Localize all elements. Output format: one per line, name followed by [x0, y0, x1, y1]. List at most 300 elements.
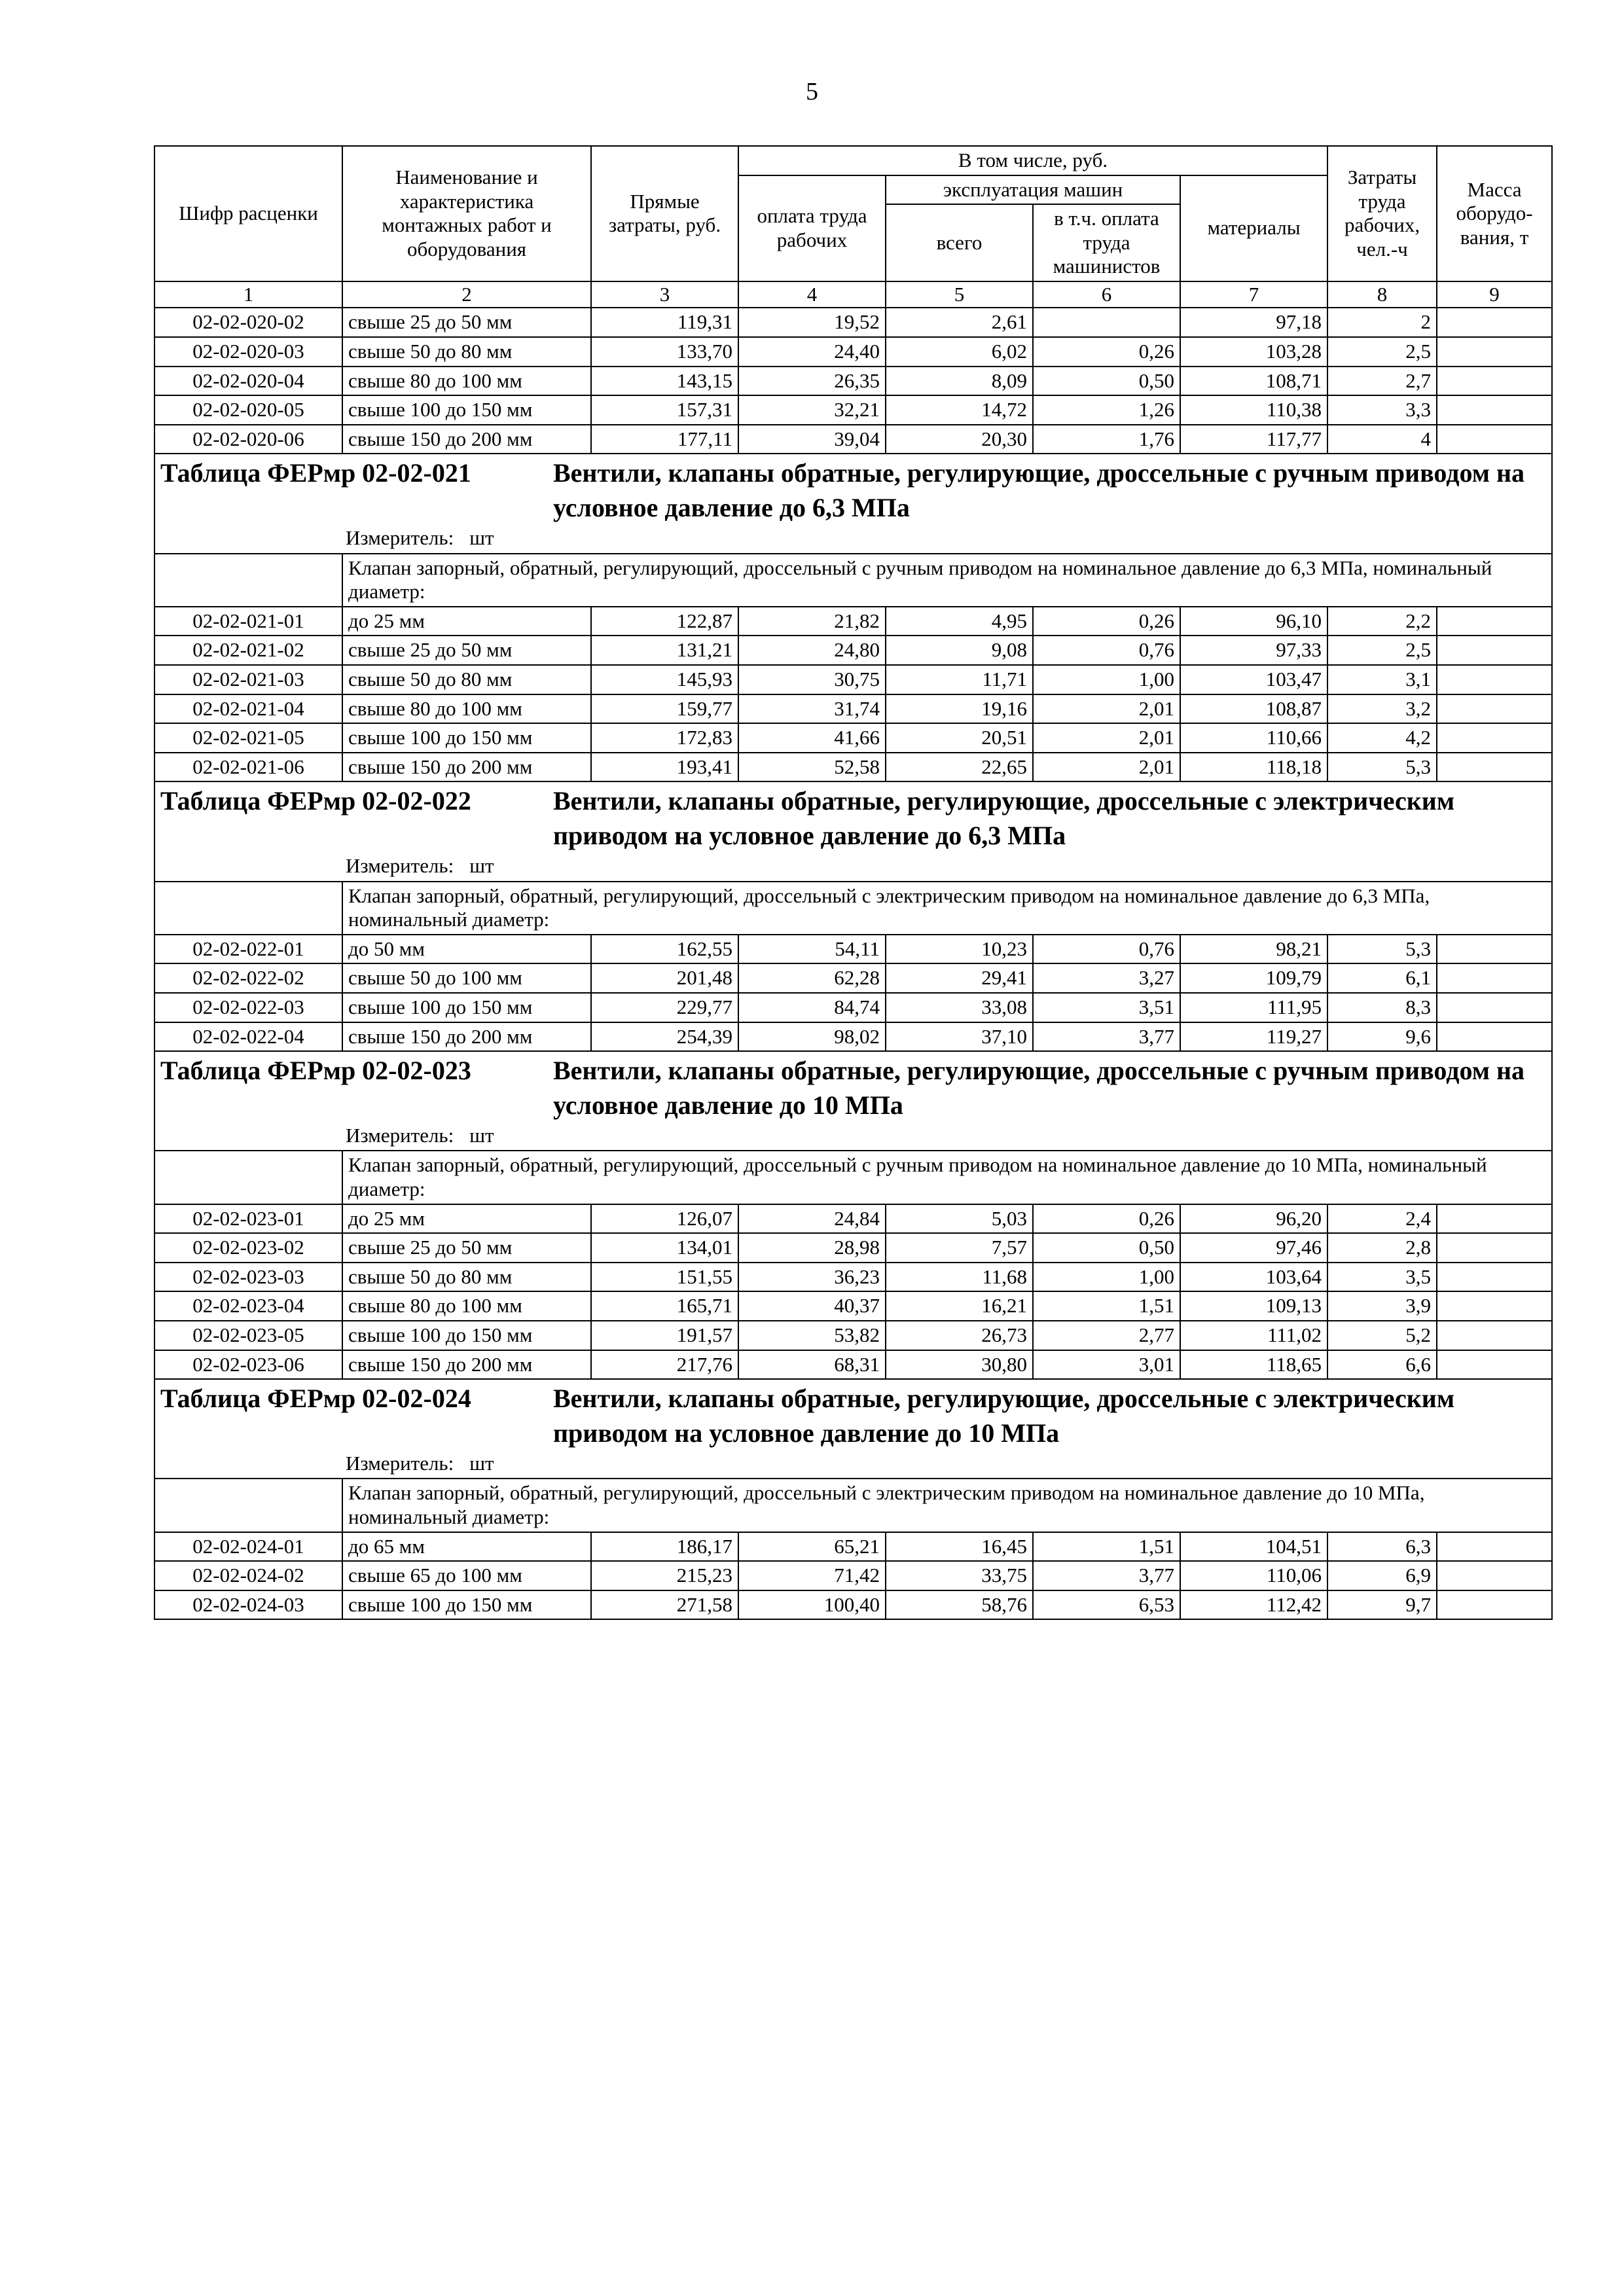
work-name: свыше 80 до 100 мм: [342, 1291, 591, 1321]
direct-cost: 165,71: [591, 1291, 738, 1321]
machines-total: 16,21: [886, 1291, 1033, 1321]
labor-hours: 9,6: [1327, 1022, 1437, 1052]
machines-total: 8,09: [886, 367, 1033, 396]
meter: [160, 1451, 1546, 1477]
equipment-mass: [1437, 993, 1552, 1022]
work-name: свыше 50 до 100 мм: [342, 963, 591, 993]
work-name: до 25 мм: [342, 1204, 591, 1234]
machinist-pay: 6,53: [1033, 1590, 1180, 1620]
subheading-row: [154, 1151, 1552, 1204]
equipment-mass: [1437, 1561, 1552, 1590]
machines-total: 6,02: [886, 337, 1033, 367]
direct-cost: 217,76: [591, 1350, 738, 1380]
meter-unit: шт: [469, 526, 494, 549]
section-label: Таблица ФЕРмр 02-02-024: [160, 1384, 471, 1414]
rate-code: 02-02-020-04: [154, 367, 342, 396]
subheading-row: [154, 1479, 1552, 1532]
table-row: [154, 963, 1552, 993]
meter-label: Измеритель:: [346, 853, 454, 877]
work-name: свыше 150 до 200 мм: [342, 425, 591, 454]
header-machines: эксплуатация машин: [886, 175, 1180, 205]
machinist-pay: 3,27: [1033, 963, 1180, 993]
header-machines-total: всего: [886, 204, 1033, 281]
table-row: [154, 607, 1552, 636]
work-name: свыше 100 до 150 мм: [342, 1321, 591, 1350]
materials-cost: 119,27: [1180, 1022, 1327, 1052]
equipment-mass: [1437, 1590, 1552, 1620]
table-row: [154, 337, 1552, 367]
rate-code: 02-02-022-03: [154, 993, 342, 1022]
table-row: [154, 753, 1552, 782]
header-mass: Масса оборудо-вания, т: [1437, 146, 1552, 281]
subheading-row: [154, 554, 1552, 607]
rate-code: 02-02-021-01: [154, 607, 342, 636]
table-row: [154, 308, 1552, 337]
column-numbers-row: [154, 281, 1552, 308]
direct-cost: 119,31: [591, 308, 738, 337]
direct-cost: 131,21: [591, 636, 738, 665]
table-row: [154, 694, 1552, 724]
rate-code: 02-02-023-03: [154, 1263, 342, 1292]
header-name: Наименование и характеристика монтажных работ и оборудования: [342, 146, 591, 281]
rate-code: 02-02-020-03: [154, 337, 342, 367]
labor-hours: 2,2: [1327, 607, 1437, 636]
labor-pay: 40,37: [738, 1291, 886, 1321]
machinist-pay: 2,01: [1033, 694, 1180, 724]
rate-code: 02-02-021-03: [154, 665, 342, 694]
equipment-mass: [1437, 636, 1552, 665]
labor-hours: 4: [1327, 425, 1437, 454]
work-name: свыше 80 до 100 мм: [342, 367, 591, 396]
materials-cost: 103,28: [1180, 337, 1327, 367]
equipment-mass: [1437, 1321, 1552, 1350]
materials-cost: 108,87: [1180, 694, 1327, 724]
machinist-pay: 2,77: [1033, 1321, 1180, 1350]
column-number: 8: [1327, 281, 1437, 308]
materials-cost: 104,51: [1180, 1532, 1327, 1562]
equipment-mass: [1437, 694, 1552, 724]
work-name: свыше 25 до 50 мм: [342, 308, 591, 337]
meter-label: Измеритель:: [346, 1123, 454, 1147]
meter-label: Измеритель:: [346, 1451, 454, 1475]
equipment-mass: [1437, 753, 1552, 782]
equipment-mass: [1437, 1204, 1552, 1234]
machines-total: 14,72: [886, 395, 1033, 425]
table-row: [154, 1561, 1552, 1590]
rate-code: 02-02-020-05: [154, 395, 342, 425]
rate-code: 02-02-022-01: [154, 935, 342, 964]
materials-cost: 110,38: [1180, 395, 1327, 425]
direct-cost: 172,83: [591, 723, 738, 753]
subheading-spacer: [154, 882, 342, 935]
machines-total: 33,08: [886, 993, 1033, 1022]
work-name: свыше 50 до 80 мм: [342, 337, 591, 367]
labor-pay: 19,52: [738, 308, 886, 337]
labor-hours: 3,1: [1327, 665, 1437, 694]
labor-hours: 5,2: [1327, 1321, 1437, 1350]
machines-total: 10,23: [886, 935, 1033, 964]
work-name: до 25 мм: [342, 607, 591, 636]
equipment-mass: [1437, 935, 1552, 964]
rate-code: 02-02-023-02: [154, 1233, 342, 1263]
labor-pay: 31,74: [738, 694, 886, 724]
section-header-row: [154, 781, 1552, 881]
table-row: [154, 1233, 1552, 1263]
direct-cost: 126,07: [591, 1204, 738, 1234]
subheading: Клапан запорный, обратный, регулирующий, дроссельный с ручным приводом на номинальное давление до 6,3 МПа, номинальный диаметр:: [342, 554, 1552, 607]
table-row: [154, 1590, 1552, 1620]
equipment-mass: [1437, 1350, 1552, 1380]
rate-code: 02-02-023-04: [154, 1291, 342, 1321]
labor-pay: 68,31: [738, 1350, 886, 1380]
labor-hours: 2,8: [1327, 1233, 1437, 1263]
rate-code: 02-02-024-02: [154, 1561, 342, 1590]
direct-cost: 229,77: [591, 993, 738, 1022]
labor-pay: 53,82: [738, 1321, 886, 1350]
machines-total: 20,30: [886, 425, 1033, 454]
table-row: [154, 1321, 1552, 1350]
machines-total: 26,73: [886, 1321, 1033, 1350]
labor-hours: 3,2: [1327, 694, 1437, 724]
rate-code: 02-02-021-05: [154, 723, 342, 753]
work-name: свыше 100 до 150 мм: [342, 1590, 591, 1620]
labor-hours: 6,6: [1327, 1350, 1437, 1380]
direct-cost: 193,41: [591, 753, 738, 782]
machinist-pay: 1,76: [1033, 425, 1180, 454]
equipment-mass: [1437, 1291, 1552, 1321]
section-header-row: [154, 1051, 1552, 1151]
column-number: 4: [738, 281, 886, 308]
materials-cost: 112,42: [1180, 1590, 1327, 1620]
labor-pay: 39,04: [738, 425, 886, 454]
direct-cost: 201,48: [591, 963, 738, 993]
labor-pay: 24,84: [738, 1204, 886, 1234]
labor-pay: 71,42: [738, 1561, 886, 1590]
labor-pay: 36,23: [738, 1263, 886, 1292]
section-header: [154, 1379, 1552, 1479]
work-name: свыше 65 до 100 мм: [342, 1561, 591, 1590]
rate-code: 02-02-020-02: [154, 308, 342, 337]
machinist-pay: 1,51: [1033, 1291, 1180, 1321]
rate-code: 02-02-023-01: [154, 1204, 342, 1234]
table-row: [154, 636, 1552, 665]
labor-hours: 6,9: [1327, 1561, 1437, 1590]
machines-total: 58,76: [886, 1590, 1033, 1620]
column-number: 5: [886, 281, 1033, 308]
machinist-pay: 1,51: [1033, 1532, 1180, 1562]
materials-cost: 103,47: [1180, 665, 1327, 694]
labor-pay: 100,40: [738, 1590, 886, 1620]
section-header: [154, 781, 1552, 881]
column-number: 9: [1437, 281, 1552, 308]
equipment-mass: [1437, 337, 1552, 367]
materials-cost: 96,20: [1180, 1204, 1327, 1234]
rate-code: 02-02-024-03: [154, 1590, 342, 1620]
labor-pay: 62,28: [738, 963, 886, 993]
machinist-pay: 1,00: [1033, 665, 1180, 694]
page-number: 5: [806, 78, 818, 105]
direct-cost: 186,17: [591, 1532, 738, 1562]
section-title: Вентили, клапаны обратные, регулирующие, дроссельные с ручным приводом на условное давление до 6,3 МПа: [553, 458, 1525, 523]
work-name: свыше 100 до 150 мм: [342, 993, 591, 1022]
subheading: Клапан запорный, обратный, регулирующий, дроссельный с электрическим приводом на номинальное давление до 10 МПа, номинальный диаметр:: [342, 1479, 1552, 1532]
labor-pay: 21,82: [738, 607, 886, 636]
labor-hours: 9,7: [1327, 1590, 1437, 1620]
direct-cost: 145,93: [591, 665, 738, 694]
table-header: [154, 146, 1552, 308]
direct-cost: 159,77: [591, 694, 738, 724]
machines-total: 9,08: [886, 636, 1033, 665]
table-row: [154, 395, 1552, 425]
materials-cost: 103,64: [1180, 1263, 1327, 1292]
materials-cost: 111,02: [1180, 1321, 1327, 1350]
labor-pay: 28,98: [738, 1233, 886, 1263]
direct-cost: 143,15: [591, 367, 738, 396]
machinist-pay: 3,77: [1033, 1561, 1180, 1590]
labor-pay: 98,02: [738, 1022, 886, 1052]
labor-hours: 2,5: [1327, 636, 1437, 665]
labor-pay: 30,75: [738, 665, 886, 694]
subheading: Клапан запорный, обратный, регулирующий, дроссельный с ручным приводом на номинальное давление до 10 МПа, номинальный диаметр:: [342, 1151, 1552, 1204]
labor-hours: 3,9: [1327, 1291, 1437, 1321]
rate-code: 02-02-024-01: [154, 1532, 342, 1562]
table-row: [154, 665, 1552, 694]
rate-code: 02-02-023-05: [154, 1321, 342, 1350]
labor-hours: 6,1: [1327, 963, 1437, 993]
machinist-pay: 0,50: [1033, 367, 1180, 396]
work-name: свыше 100 до 150 мм: [342, 395, 591, 425]
section-label: Таблица ФЕРмр 02-02-022: [160, 786, 471, 816]
table-row: [154, 1291, 1552, 1321]
equipment-mass: [1437, 367, 1552, 396]
column-number: 2: [342, 281, 591, 308]
column-number: 1: [154, 281, 342, 308]
labor-hours: 2,7: [1327, 367, 1437, 396]
direct-cost: 191,57: [591, 1321, 738, 1350]
subheading-spacer: [154, 1151, 342, 1204]
section-header: [154, 1051, 1552, 1151]
materials-cost: 118,18: [1180, 753, 1327, 782]
section-heading: [160, 784, 1546, 853]
section-title: Вентили, клапаны обратные, регулирующие, дроссельные с ручным приводом на условное давление до 10 МПа: [553, 1056, 1525, 1120]
work-name: свыше 150 до 200 мм: [342, 1022, 591, 1052]
labor-pay: 54,11: [738, 935, 886, 964]
direct-cost: 133,70: [591, 337, 738, 367]
rate-code: 02-02-022-02: [154, 963, 342, 993]
materials-cost: 109,79: [1180, 963, 1327, 993]
materials-cost: 118,65: [1180, 1350, 1327, 1380]
work-name: свыше 150 до 200 мм: [342, 1350, 591, 1380]
machinist-pay: 0,76: [1033, 935, 1180, 964]
machines-total: 19,16: [886, 694, 1033, 724]
section-header-row: [154, 1379, 1552, 1479]
labor-pay: 52,58: [738, 753, 886, 782]
meter-unit: шт: [469, 1451, 494, 1475]
column-number: 7: [1180, 281, 1327, 308]
meter: [160, 1123, 1546, 1149]
meter-unit: шт: [469, 853, 494, 877]
table-row: [154, 935, 1552, 964]
machinist-pay: 0,26: [1033, 337, 1180, 367]
equipment-mass: [1437, 425, 1552, 454]
meter: [160, 526, 1546, 551]
section-title: Вентили, клапаны обратные, регулирующие, дроссельные с электрическим приводом на условное давление до 6,3 МПа: [553, 786, 1455, 851]
rate-code: 02-02-020-06: [154, 425, 342, 454]
labor-pay: 32,21: [738, 395, 886, 425]
section-header-row: [154, 454, 1552, 553]
materials-cost: 110,06: [1180, 1561, 1327, 1590]
labor-hours: 3,3: [1327, 395, 1437, 425]
section-heading: [160, 1382, 1546, 1451]
materials-cost: 110,66: [1180, 723, 1327, 753]
materials-cost: 96,10: [1180, 607, 1327, 636]
machinist-pay: 3,77: [1033, 1022, 1180, 1052]
equipment-mass: [1437, 395, 1552, 425]
subheading: Клапан запорный, обратный, регулирующий, дроссельный с электрическим приводом на номинальное давление до 6,3 МПа, номинальный диаметр:: [342, 882, 1552, 935]
work-name: свыше 150 до 200 мм: [342, 753, 591, 782]
rate-code: 02-02-022-04: [154, 1022, 342, 1052]
table-row: [154, 1350, 1552, 1380]
labor-hours: 3,5: [1327, 1263, 1437, 1292]
materials-cost: 98,21: [1180, 935, 1327, 964]
materials-cost: 97,33: [1180, 636, 1327, 665]
machines-total: 16,45: [886, 1532, 1033, 1562]
labor-pay: 65,21: [738, 1532, 886, 1562]
table-row: [154, 1204, 1552, 1234]
section-label: Таблица ФЕРмр 02-02-023: [160, 1056, 471, 1086]
machinist-pay: 2,01: [1033, 723, 1180, 753]
machinist-pay: 1,26: [1033, 395, 1180, 425]
equipment-mass: [1437, 308, 1552, 337]
direct-cost: 271,58: [591, 1590, 738, 1620]
machines-total: 33,75: [886, 1561, 1033, 1590]
equipment-mass: [1437, 1263, 1552, 1292]
machinist-pay: [1033, 308, 1180, 337]
table-row: [154, 1532, 1552, 1562]
machines-total: 22,65: [886, 753, 1033, 782]
materials-cost: 109,13: [1180, 1291, 1327, 1321]
labor-pay: 24,40: [738, 337, 886, 367]
machinist-pay: 0,26: [1033, 607, 1180, 636]
header-direct: Прямые затраты, руб.: [591, 146, 738, 281]
direct-cost: 162,55: [591, 935, 738, 964]
section-label: Таблица ФЕРмр 02-02-021: [160, 458, 471, 488]
materials-cost: 97,46: [1180, 1233, 1327, 1263]
machinist-pay: 0,26: [1033, 1204, 1180, 1234]
work-name: свыше 50 до 80 мм: [342, 1263, 591, 1292]
labor-pay: 84,74: [738, 993, 886, 1022]
section-heading: [160, 1054, 1546, 1123]
machinist-pay: 1,00: [1033, 1263, 1180, 1292]
equipment-mass: [1437, 607, 1552, 636]
table-row: [154, 723, 1552, 753]
direct-cost: 157,31: [591, 395, 738, 425]
header-labor-pay: оплата труда рабочих: [738, 175, 886, 281]
column-number: 3: [591, 281, 738, 308]
direct-cost: 254,39: [591, 1022, 738, 1052]
labor-hours: 5,3: [1327, 935, 1437, 964]
work-name: свыше 25 до 50 мм: [342, 636, 591, 665]
labor-hours: 4,2: [1327, 723, 1437, 753]
subheading-spacer: [154, 554, 342, 607]
labor-hours: 2: [1327, 308, 1437, 337]
table-row: [154, 1263, 1552, 1292]
table-row: [154, 425, 1552, 454]
rate-code: 02-02-021-06: [154, 753, 342, 782]
rate-code: 02-02-021-04: [154, 694, 342, 724]
work-name: до 65 мм: [342, 1532, 591, 1562]
equipment-mass: [1437, 1022, 1552, 1052]
labor-hours: 2,4: [1327, 1204, 1437, 1234]
labor-pay: 26,35: [738, 367, 886, 396]
machines-total: 2,61: [886, 308, 1033, 337]
machines-total: 37,10: [886, 1022, 1033, 1052]
column-number: 6: [1033, 281, 1180, 308]
equipment-mass: [1437, 665, 1552, 694]
machines-total: 29,41: [886, 963, 1033, 993]
machines-total: 20,51: [886, 723, 1033, 753]
equipment-mass: [1437, 1532, 1552, 1562]
meter-unit: шт: [469, 1123, 494, 1147]
header-materials: материалы: [1180, 175, 1327, 281]
machines-total: 4,95: [886, 607, 1033, 636]
direct-cost: 122,87: [591, 607, 738, 636]
equipment-mass: [1437, 1233, 1552, 1263]
labor-hours: 2,5: [1327, 337, 1437, 367]
labor-hours: 5,3: [1327, 753, 1437, 782]
labor-pay: 41,66: [738, 723, 886, 753]
work-name: свыше 50 до 80 мм: [342, 665, 591, 694]
direct-cost: 177,11: [591, 425, 738, 454]
materials-cost: 97,18: [1180, 308, 1327, 337]
section-header: [154, 454, 1552, 553]
machinist-pay: 3,01: [1033, 1350, 1180, 1380]
materials-cost: 108,71: [1180, 367, 1327, 396]
subheading-row: [154, 882, 1552, 935]
section-title: Вентили, клапаны обратные, регулирующие, дроссельные с электрическим приводом на условное давление до 10 МПа: [553, 1384, 1455, 1448]
header-incl: В том числе, руб.: [738, 146, 1327, 175]
rate-code: 02-02-021-02: [154, 636, 342, 665]
equipment-mass: [1437, 723, 1552, 753]
machines-total: 7,57: [886, 1233, 1033, 1263]
section-heading: [160, 456, 1546, 526]
direct-cost: 151,55: [591, 1263, 738, 1292]
machinist-pay: 0,50: [1033, 1233, 1180, 1263]
table-row: [154, 367, 1552, 396]
machinist-pay: 2,01: [1033, 753, 1180, 782]
rate-code: 02-02-023-06: [154, 1350, 342, 1380]
work-name: свыше 100 до 150 мм: [342, 723, 591, 753]
machines-total: 5,03: [886, 1204, 1033, 1234]
work-name: до 50 мм: [342, 935, 591, 964]
table-body: [154, 308, 1552, 1619]
materials-cost: 111,95: [1180, 993, 1327, 1022]
meter: [160, 853, 1546, 879]
equipment-mass: [1437, 963, 1552, 993]
direct-cost: 215,23: [591, 1561, 738, 1590]
direct-cost: 134,01: [591, 1233, 738, 1263]
meter-label: Измеритель:: [346, 526, 454, 549]
header-labor-cost: Затраты труда рабочих, чел.-ч: [1327, 146, 1437, 281]
table-row: [154, 1022, 1552, 1052]
machines-total: 11,71: [886, 665, 1033, 694]
machines-total: 30,80: [886, 1350, 1033, 1380]
work-name: свыше 25 до 50 мм: [342, 1233, 591, 1263]
machinist-pay: 0,76: [1033, 636, 1180, 665]
labor-pay: 24,80: [738, 636, 886, 665]
machinist-pay: 3,51: [1033, 993, 1180, 1022]
table-row: [154, 993, 1552, 1022]
